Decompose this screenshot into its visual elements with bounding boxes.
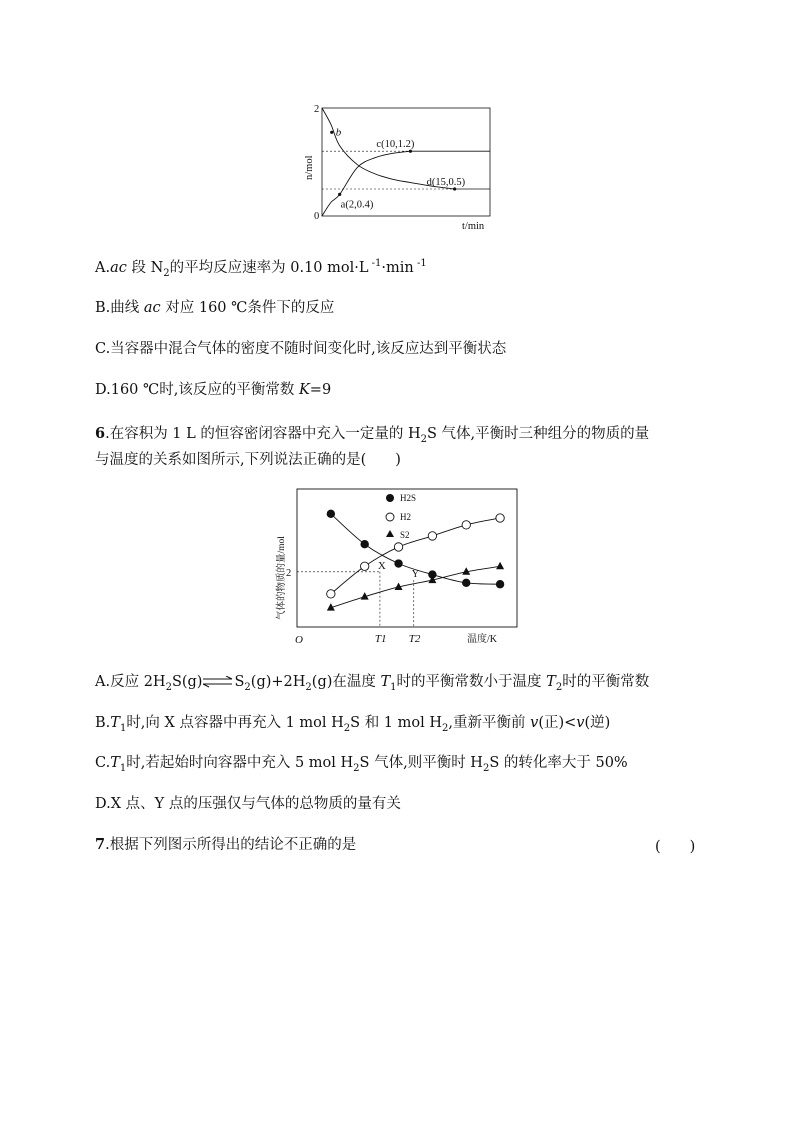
y-axis-label: 气体的物质的量/mol bbox=[277, 536, 287, 620]
figure-1 bbox=[300, 100, 500, 235]
marker-H2-2 bbox=[394, 543, 402, 551]
point-label-y: Y bbox=[411, 569, 420, 581]
q6-option-a: A.反应 $2H_2S(g)$ $S_2(g)+2H_2(g)$在温度 $T_1$时的平衡常数小于温度 $T_2$时的平衡常数 bbox=[95, 674, 650, 693]
label-b: b bbox=[335, 126, 342, 139]
marker-H2-0 bbox=[327, 590, 335, 598]
marker-H2S-4 bbox=[462, 579, 470, 587]
origin-label: O bbox=[295, 634, 303, 646]
equilibrium-arrow-icon bbox=[202, 676, 234, 688]
legend-label-h2: H2 bbox=[400, 512, 411, 522]
point-label-x: X bbox=[377, 559, 386, 572]
label-a: a(2,0.4) bbox=[340, 199, 374, 211]
legend-marker-h2 bbox=[386, 513, 394, 521]
y-tick-zero: 0 bbox=[314, 211, 320, 222]
x-tick-t2: T2 bbox=[408, 633, 421, 645]
legend-label-h2s: H2S bbox=[400, 493, 417, 503]
y-tick-2: 2 bbox=[286, 567, 292, 579]
marker-H2S-5 bbox=[496, 580, 504, 588]
marker-H2-3 bbox=[428, 532, 436, 540]
y-tick-top: 2 bbox=[314, 104, 320, 115]
marker-H2-1 bbox=[360, 562, 368, 570]
marker-S2-5 bbox=[496, 562, 504, 570]
x-tick-t1: T1 bbox=[374, 633, 387, 645]
q5-option-a: A.ac 段 $N_2$的平均反应速率为 0.10 mol·L $^{-1}$·min $^{-1}$ bbox=[95, 258, 427, 279]
point-marker-1 bbox=[330, 131, 333, 134]
q7-answer-blank: ( ) bbox=[655, 839, 696, 855]
legend-marker-h2s bbox=[386, 494, 394, 502]
q6-option-b: $B.T_1$时,向 X 点容器中再充入 1 mol $H_2S$ 和 1 mol $H_2$,重新平衡前 v(正)<v(逆) bbox=[95, 715, 611, 734]
q6-option-c: $C.T_1$时,若起始时向容器中充入 5 mol $H_2S$ 气体,则平衡时 $H_2S$ 的转化率大于 50% bbox=[95, 755, 628, 774]
series-line-H2 bbox=[331, 518, 500, 594]
q6-stem-line-1: 6.在容积为 1 L 的恒容密闭容器中充入一定量的 $H_2S$ 气体,平衡时三种组分的物质的量 bbox=[95, 425, 650, 445]
q5-option-c: C.当容器中混合气体的密度不随时间变化时,该反应达到平衡状态 bbox=[95, 341, 507, 357]
marker-H2S-2 bbox=[394, 559, 402, 567]
marker-H2S-1 bbox=[360, 540, 368, 548]
legend-marker-s2 bbox=[386, 530, 394, 537]
legend-label-s2: S2 bbox=[400, 530, 410, 540]
q5-option-d: D.160 ℃时,该反应的平衡常数 K=9 bbox=[95, 382, 332, 398]
figure-2 bbox=[262, 485, 522, 655]
point-marker-4 bbox=[338, 193, 341, 196]
y-axis-label: n/mol bbox=[304, 155, 315, 180]
x-axis-label: 温度/K bbox=[467, 634, 497, 645]
figure-1-chart bbox=[300, 100, 500, 235]
q7-stem: 7.根据下列图示所得出的结论不正确的是 bbox=[95, 836, 357, 853]
marker-H2-4 bbox=[462, 521, 470, 529]
label-c: c(10,1.2) bbox=[376, 139, 415, 151]
q6-stem-line-2: 与温度的关系如图所示,下列说法正确的是( ) bbox=[95, 452, 401, 468]
x-axis-label: t/min bbox=[462, 221, 485, 232]
label-d: d(15,0.5) bbox=[426, 177, 466, 188]
marker-H2-5 bbox=[496, 514, 504, 522]
q6-option-d: D.X 点、Y 点的压强仅与气体的总物质的量有关 bbox=[95, 796, 401, 812]
q5-option-b: B.曲线 ac 对应 160 ℃条件下的反应 bbox=[95, 300, 335, 316]
marker-H2S-0 bbox=[327, 510, 335, 518]
figure-2-chart bbox=[262, 485, 522, 655]
